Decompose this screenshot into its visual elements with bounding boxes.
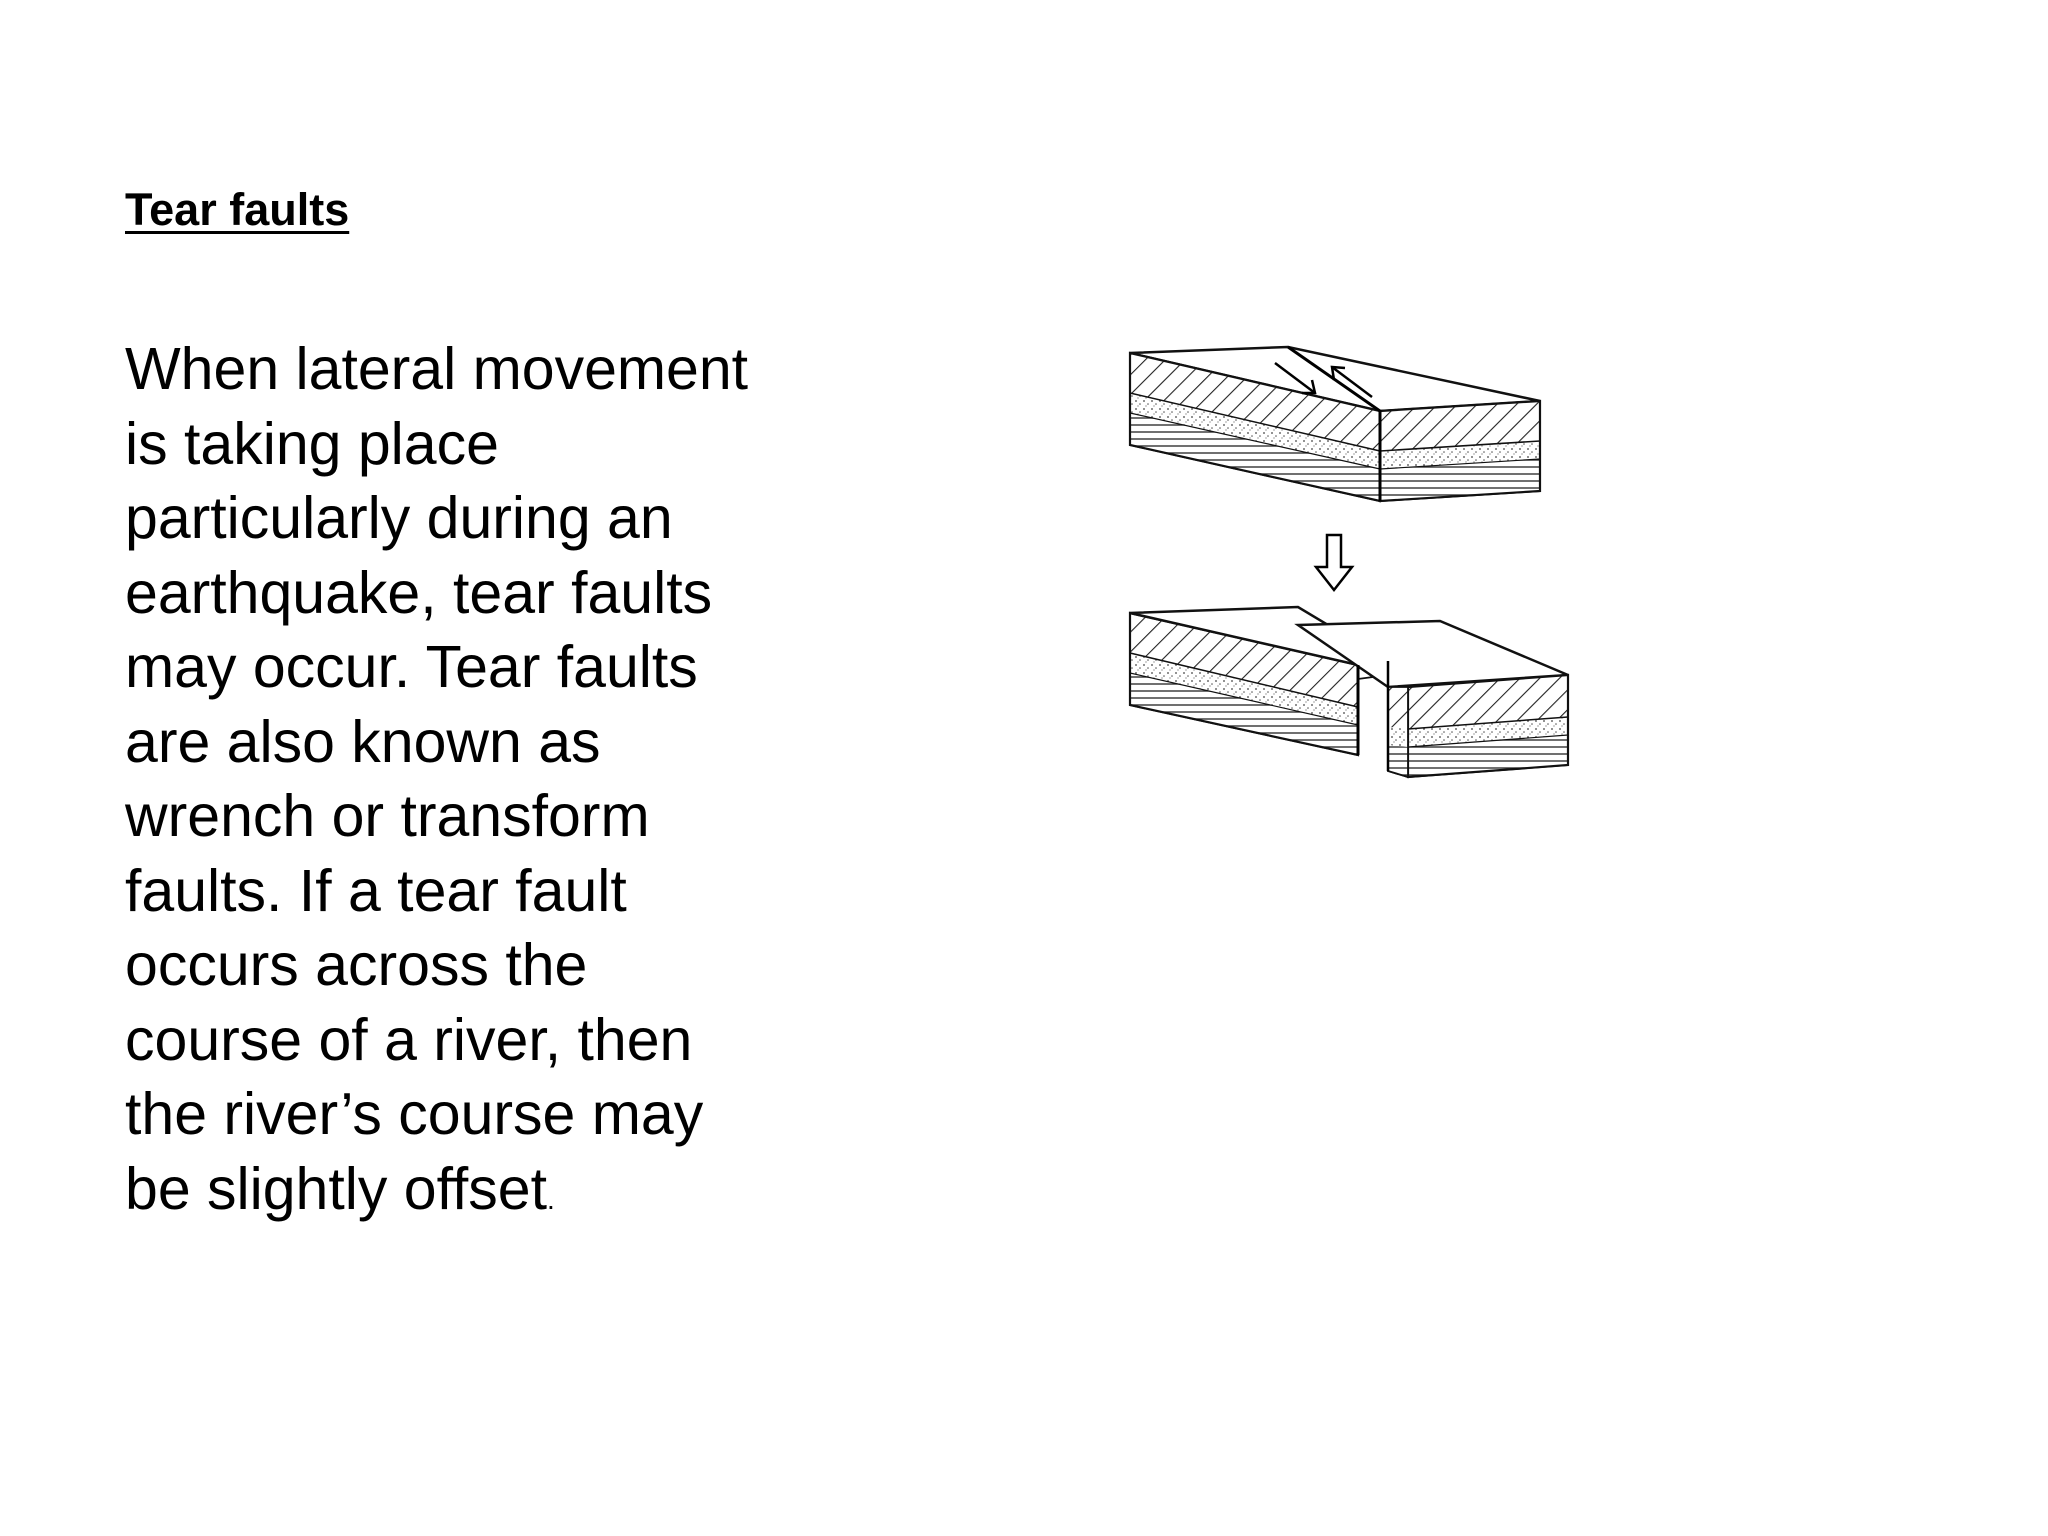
body-end-mark: .	[547, 1183, 555, 1215]
tear-fault-diagram	[1110, 335, 1580, 805]
slide-title: Tear faults	[125, 184, 350, 235]
slide-body	[125, 332, 775, 1237]
body-text: When lateral movement is taking place particularly during an earthquake, tear faults may occur. Tear faults are also known as wrench or transform faults. If a tear fault occurs across the course of a river, then the river’s course may be slightly offset	[125, 336, 749, 1222]
fault-block-after-icon	[1130, 607, 1568, 777]
down-arrow-icon	[1316, 535, 1352, 590]
